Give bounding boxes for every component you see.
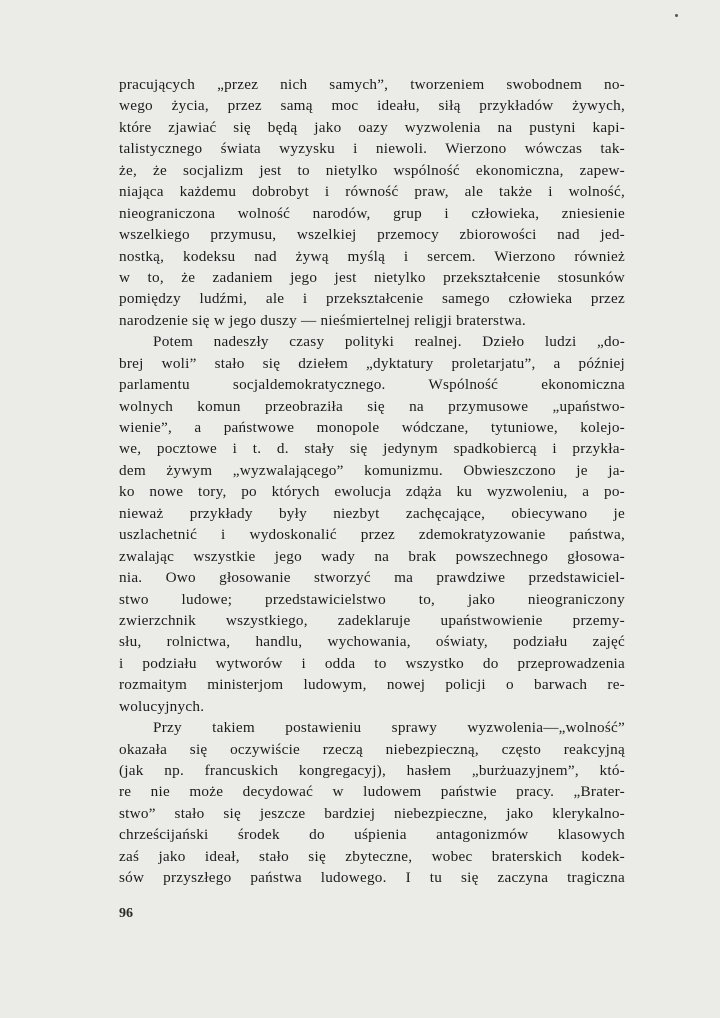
text-line: chrześcijański środek do uśpienia antagonizmów klasowych: [119, 826, 625, 844]
text-line: zwierzchnik wszystkiego, zadeklaruje upaństwowienie przemy-: [119, 611, 625, 629]
text-line: nia. Owo głosowanie stworzyć ma prawdziwe przedstawiciel-: [119, 569, 625, 587]
text-line: wolnych komun przeobraziła się na przymusowe „upaństwo-: [119, 397, 625, 415]
text-line: wienie”, a państwowe monopole wódczane, tytuniowe, kolejo-: [119, 419, 625, 436]
paragraph-start-line: Potem nadeszły czasy polityki realnej. Dzieło ludzi „do-: [153, 333, 625, 351]
paragraph-end-line: wolucyjnych.: [119, 697, 205, 715]
text-line: nieograniczona wolność narodów, grup i człowieka, zniesienie: [119, 204, 625, 222]
text-line: niająca każdemu dobrobyt i równość praw, ale także i wolność,: [119, 183, 625, 201]
text-line: nieważ przykłady były niezbyt zachęcające, obiecywano je: [119, 504, 625, 522]
text-line: nostką, kodeksu nad żywą myślą i sercem. Wierzono również: [119, 247, 625, 265]
text-line: talistycznego świata wyzysku i niewoli. Wierzono wówczas tak-: [119, 140, 625, 158]
text-line: zaś jako ideał, stało się zbyteczne, wobec braterskich kodek-: [119, 847, 625, 865]
text-line: które zjawiać się będą jako oazy wyzwolenia na pustyni kapi-: [119, 118, 625, 136]
text-line: że, że socjalizm jest to nietylko wspólność ekonomiczna, zapew-: [119, 161, 625, 179]
text-line: uszlachetnić i wydoskonalić przez zdemokratyzowanie państwa,: [119, 526, 625, 544]
text-line: (jak np. francuskich kongregacyj), hasłem „burżuazyjnem”, któ-: [119, 762, 625, 779]
page-number: 96: [119, 906, 133, 921]
text-line: i podziału wytworów i odda to wszystko do przeprowadzenia: [119, 654, 625, 672]
body-text: [119, 74, 625, 889]
paragraph-end-line: narodzenie się w jego duszy — nieśmiertelnej religji braterstwa.: [119, 311, 526, 329]
text-line: brej woli” stało się dziełem „dyktatury proletarjatu”, a później: [119, 354, 625, 372]
text-line: pracujących „przez nich samych”, tworzeniem swobodnem no-: [119, 76, 625, 93]
text-line: słu, rolnictwa, handlu, wychowania, oświaty, podziału zajęć: [119, 633, 625, 651]
text-line: pomiędzy ludźmi, ale i przekształcenie samego człowieka przez: [119, 290, 625, 308]
text-line: sów przyszłego państwa ludowego. I tu się zaczyna tragiczna: [119, 869, 625, 887]
text-line: parlamentu socjaldemokratycznego. Wspólność ekonomiczna: [119, 376, 625, 394]
text-line: we, pocztowe i t. d. stały się jedynym spadkobiercą i przykła-: [119, 440, 625, 458]
text-line: rozmaitym ministerjom ludowym, nowej policji o barwach re-: [119, 676, 625, 694]
text-line: zwalając wszystkie jego wady na brak powszechnego głosowa-: [119, 547, 625, 565]
print-speck: [675, 14, 678, 17]
text-line: w to, że zadaniem jego jest nietylko przekształcenie stosunków: [119, 268, 625, 286]
text-line: stwo ludowe; przedstawicielstwo to, jako nieograniczony: [119, 590, 625, 608]
paragraph-start-line: Przy takiem postawieniu sprawy wyzwolenia—„wolność”: [153, 719, 625, 737]
text-line: wego życia, przez samą moc ideału, siłą przykładów żywych,: [119, 97, 625, 115]
text-line: okazała się oczywiście rzeczą niebezpieczną, często reakcyjną: [119, 740, 625, 758]
text-line: wszelkiego przymusu, wszelkiej przemocy zbiorowości nad jed-: [119, 226, 625, 244]
text-line: re nie może decydować w ludowem państwie pracy. „Brater-: [119, 783, 625, 801]
text-line: dem żywym „wyzwalającego” komunizmu. Obwieszczono je ja-: [119, 461, 625, 479]
text-line: stwo” stało się jeszcze bardziej niebezpieczne, jako klerykalno-: [119, 804, 625, 822]
text-line: ko nowe tory, po których ewolucja zdąża ku wyzwoleniu, a po-: [119, 483, 625, 501]
